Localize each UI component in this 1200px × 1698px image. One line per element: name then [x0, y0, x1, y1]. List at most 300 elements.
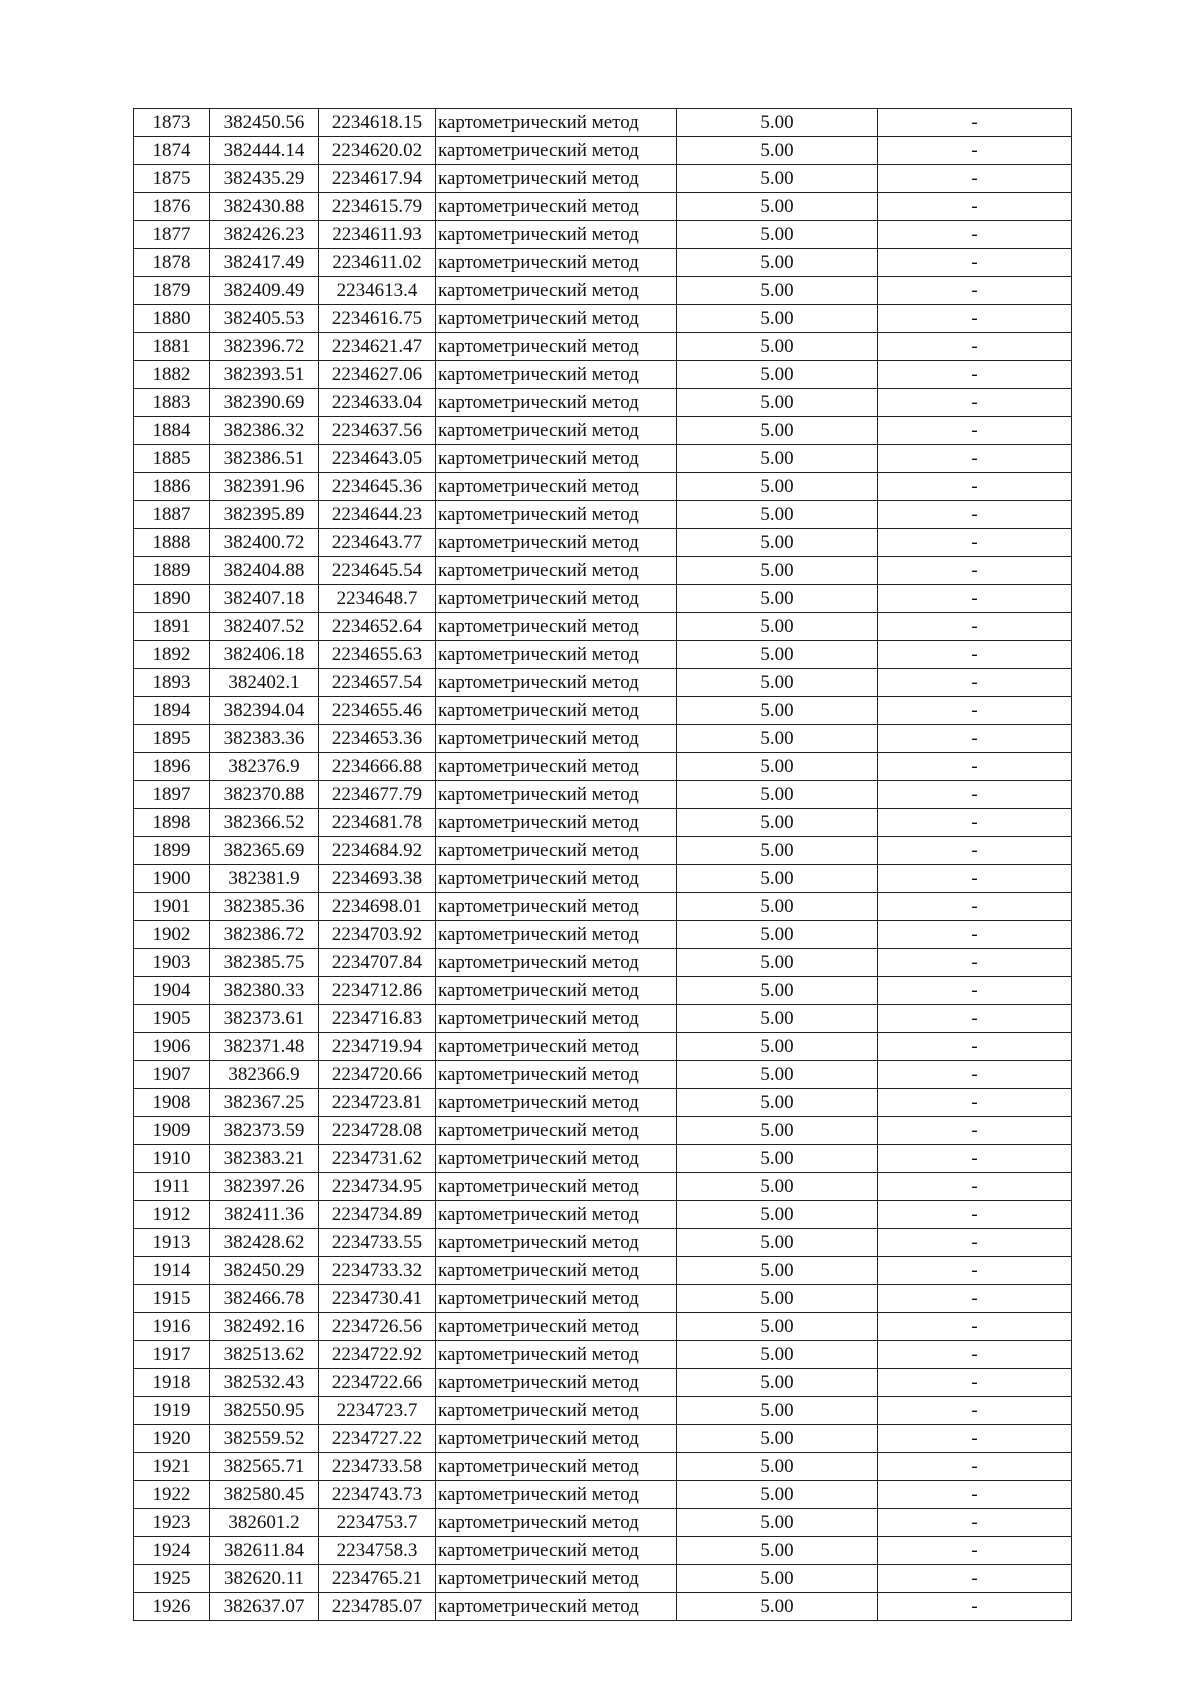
accuracy-cell: 5.00: [677, 1369, 878, 1397]
x-coordinate-cell: 382385.36: [210, 893, 319, 921]
method-cell: картометрический метод: [436, 473, 677, 501]
x-coordinate-cell: 382580.45: [210, 1481, 319, 1509]
point-number-cell: 1918: [134, 1369, 210, 1397]
accuracy-cell: 5.00: [677, 753, 878, 781]
method-cell: картометрический метод: [436, 1425, 677, 1453]
point-number-cell: 1917: [134, 1341, 210, 1369]
accuracy-cell: 5.00: [677, 445, 878, 473]
table-row: [134, 697, 1072, 725]
description-cell: -: [878, 697, 1072, 725]
point-number-cell: 1880: [134, 305, 210, 333]
method-cell: картометрический метод: [436, 641, 677, 669]
accuracy-cell: 5.00: [677, 557, 878, 585]
point-number-cell: 1887: [134, 501, 210, 529]
y-coordinate-cell: 2234652.64: [319, 613, 436, 641]
accuracy-cell: 5.00: [677, 389, 878, 417]
y-coordinate-cell: 2234643.77: [319, 529, 436, 557]
y-coordinate-cell: 2234615.79: [319, 193, 436, 221]
accuracy-cell: 5.00: [677, 1565, 878, 1593]
x-coordinate-cell: 382637.07: [210, 1593, 319, 1621]
table-row: [134, 445, 1072, 473]
point-number-cell: 1886: [134, 473, 210, 501]
method-cell: картометрический метод: [436, 1397, 677, 1425]
description-cell: -: [878, 1117, 1072, 1145]
x-coordinate-cell: 382444.14: [210, 137, 319, 165]
method-cell: картометрический метод: [436, 1005, 677, 1033]
x-coordinate-cell: 382385.75: [210, 949, 319, 977]
table-row: [134, 753, 1072, 781]
y-coordinate-cell: 2234716.83: [319, 1005, 436, 1033]
accuracy-cell: 5.00: [677, 1509, 878, 1537]
table-row: [134, 1425, 1072, 1453]
x-coordinate-cell: 382411.36: [210, 1201, 319, 1229]
accuracy-cell: 5.00: [677, 1257, 878, 1285]
table-row: [134, 949, 1072, 977]
point-number-cell: 1878: [134, 249, 210, 277]
point-number-cell: 1895: [134, 725, 210, 753]
accuracy-cell: 5.00: [677, 1089, 878, 1117]
x-coordinate-cell: 382611.84: [210, 1537, 319, 1565]
accuracy-cell: 5.00: [677, 249, 878, 277]
point-number-cell: 1894: [134, 697, 210, 725]
x-coordinate-cell: 382383.21: [210, 1145, 319, 1173]
method-cell: картометрический метод: [436, 585, 677, 613]
method-cell: картометрический метод: [436, 137, 677, 165]
description-cell: -: [878, 445, 1072, 473]
method-cell: картометрический метод: [436, 865, 677, 893]
accuracy-cell: 5.00: [677, 501, 878, 529]
accuracy-cell: 5.00: [677, 1341, 878, 1369]
x-coordinate-cell: 382396.72: [210, 333, 319, 361]
point-number-cell: 1908: [134, 1089, 210, 1117]
point-number-cell: 1901: [134, 893, 210, 921]
x-coordinate-cell: 382367.25: [210, 1089, 319, 1117]
point-number-cell: 1907: [134, 1061, 210, 1089]
point-number-cell: 1924: [134, 1537, 210, 1565]
y-coordinate-cell: 2234743.73: [319, 1481, 436, 1509]
x-coordinate-cell: 382365.69: [210, 837, 319, 865]
table-row: [134, 725, 1072, 753]
x-coordinate-cell: 382376.9: [210, 753, 319, 781]
x-coordinate-cell: 382370.88: [210, 781, 319, 809]
description-cell: -: [878, 1537, 1072, 1565]
x-coordinate-cell: 382492.16: [210, 1313, 319, 1341]
y-coordinate-cell: 2234723.81: [319, 1089, 436, 1117]
method-cell: картометрический метод: [436, 501, 677, 529]
accuracy-cell: 5.00: [677, 725, 878, 753]
method-cell: картометрический метод: [436, 781, 677, 809]
point-number-cell: 1890: [134, 585, 210, 613]
x-coordinate-cell: 382450.56: [210, 109, 319, 137]
method-cell: картометрический метод: [436, 389, 677, 417]
table-row: [134, 1257, 1072, 1285]
description-cell: -: [878, 193, 1072, 221]
point-number-cell: 1891: [134, 613, 210, 641]
method-cell: картометрический метод: [436, 1145, 677, 1173]
y-coordinate-cell: 2234637.56: [319, 417, 436, 445]
table-row: [134, 1173, 1072, 1201]
accuracy-cell: 5.00: [677, 837, 878, 865]
x-coordinate-cell: 382406.18: [210, 641, 319, 669]
accuracy-cell: 5.00: [677, 1173, 878, 1201]
description-cell: -: [878, 1453, 1072, 1481]
description-cell: -: [878, 1033, 1072, 1061]
y-coordinate-cell: 2234644.23: [319, 501, 436, 529]
point-number-cell: 1910: [134, 1145, 210, 1173]
y-coordinate-cell: 2234785.07: [319, 1593, 436, 1621]
table-row: [134, 669, 1072, 697]
point-number-cell: 1889: [134, 557, 210, 585]
method-cell: картометрический метод: [436, 1257, 677, 1285]
method-cell: картометрический метод: [436, 837, 677, 865]
method-cell: картометрический метод: [436, 361, 677, 389]
method-cell: картометрический метод: [436, 1089, 677, 1117]
method-cell: картометрический метод: [436, 1593, 677, 1621]
accuracy-cell: 5.00: [677, 809, 878, 837]
point-number-cell: 1896: [134, 753, 210, 781]
description-cell: -: [878, 557, 1072, 585]
coordinates-table-body: [134, 109, 1072, 1621]
description-cell: -: [878, 1509, 1072, 1537]
table-row: [134, 1369, 1072, 1397]
description-cell: -: [878, 809, 1072, 837]
x-coordinate-cell: 382383.36: [210, 725, 319, 753]
x-coordinate-cell: 382373.59: [210, 1117, 319, 1145]
table-row: [134, 1285, 1072, 1313]
description-cell: -: [878, 529, 1072, 557]
description-cell: -: [878, 753, 1072, 781]
x-coordinate-cell: 382428.62: [210, 1229, 319, 1257]
method-cell: картометрический метод: [436, 305, 677, 333]
accuracy-cell: 5.00: [677, 529, 878, 557]
y-coordinate-cell: 2234698.01: [319, 893, 436, 921]
description-cell: -: [878, 865, 1072, 893]
x-coordinate-cell: 382407.18: [210, 585, 319, 613]
x-coordinate-cell: 382404.88: [210, 557, 319, 585]
y-coordinate-cell: 2234611.02: [319, 249, 436, 277]
table-row: [134, 529, 1072, 557]
accuracy-cell: 5.00: [677, 1481, 878, 1509]
method-cell: картометрический метод: [436, 1341, 677, 1369]
y-coordinate-cell: 2234648.7: [319, 585, 436, 613]
x-coordinate-cell: 382513.62: [210, 1341, 319, 1369]
table-row: [134, 641, 1072, 669]
y-coordinate-cell: 2234765.21: [319, 1565, 436, 1593]
table-row: [134, 837, 1072, 865]
description-cell: -: [878, 669, 1072, 697]
y-coordinate-cell: 2234666.88: [319, 753, 436, 781]
x-coordinate-cell: 382532.43: [210, 1369, 319, 1397]
x-coordinate-cell: 382430.88: [210, 193, 319, 221]
point-number-cell: 1882: [134, 361, 210, 389]
table-row: [134, 921, 1072, 949]
x-coordinate-cell: 382390.69: [210, 389, 319, 417]
description-cell: -: [878, 893, 1072, 921]
y-coordinate-cell: 2234653.36: [319, 725, 436, 753]
description-cell: -: [878, 1089, 1072, 1117]
x-coordinate-cell: 382386.51: [210, 445, 319, 473]
method-cell: картометрический метод: [436, 613, 677, 641]
y-coordinate-cell: 2234733.32: [319, 1257, 436, 1285]
point-number-cell: 1915: [134, 1285, 210, 1313]
y-coordinate-cell: 2234633.04: [319, 389, 436, 417]
point-number-cell: 1913: [134, 1229, 210, 1257]
x-coordinate-cell: 382565.71: [210, 1453, 319, 1481]
point-number-cell: 1905: [134, 1005, 210, 1033]
x-coordinate-cell: 382366.52: [210, 809, 319, 837]
y-coordinate-cell: 2234707.84: [319, 949, 436, 977]
method-cell: картометрический метод: [436, 1313, 677, 1341]
point-number-cell: 1888: [134, 529, 210, 557]
y-coordinate-cell: 2234719.94: [319, 1033, 436, 1061]
table-row: [134, 1537, 1072, 1565]
point-number-cell: 1877: [134, 221, 210, 249]
method-cell: картометрический метод: [436, 221, 677, 249]
point-number-cell: 1926: [134, 1593, 210, 1621]
point-number-cell: 1906: [134, 1033, 210, 1061]
method-cell: картометрический метод: [436, 417, 677, 445]
x-coordinate-cell: 382409.49: [210, 277, 319, 305]
x-coordinate-cell: 382366.9: [210, 1061, 319, 1089]
method-cell: картометрический метод: [436, 1033, 677, 1061]
x-coordinate-cell: 382400.72: [210, 529, 319, 557]
method-cell: картометрический метод: [436, 1565, 677, 1593]
method-cell: картометрический метод: [436, 1061, 677, 1089]
x-coordinate-cell: 382386.32: [210, 417, 319, 445]
point-number-cell: 1911: [134, 1173, 210, 1201]
point-number-cell: 1876: [134, 193, 210, 221]
accuracy-cell: 5.00: [677, 1537, 878, 1565]
y-coordinate-cell: 2234677.79: [319, 781, 436, 809]
table-row: [134, 1117, 1072, 1145]
accuracy-cell: 5.00: [677, 669, 878, 697]
description-cell: -: [878, 949, 1072, 977]
table-row: [134, 361, 1072, 389]
accuracy-cell: 5.00: [677, 1117, 878, 1145]
description-cell: -: [878, 1173, 1072, 1201]
method-cell: картометрический метод: [436, 921, 677, 949]
method-cell: картометрический метод: [436, 529, 677, 557]
description-cell: -: [878, 1341, 1072, 1369]
point-number-cell: 1903: [134, 949, 210, 977]
accuracy-cell: 5.00: [677, 137, 878, 165]
x-coordinate-cell: 382550.95: [210, 1397, 319, 1425]
point-number-cell: 1892: [134, 641, 210, 669]
point-number-cell: 1902: [134, 921, 210, 949]
y-coordinate-cell: 2234627.06: [319, 361, 436, 389]
method-cell: картометрический метод: [436, 1285, 677, 1313]
y-coordinate-cell: 2234620.02: [319, 137, 436, 165]
accuracy-cell: 5.00: [677, 949, 878, 977]
coordinates-table: [133, 108, 1072, 1621]
point-number-cell: 1873: [134, 109, 210, 137]
point-number-cell: 1893: [134, 669, 210, 697]
description-cell: -: [878, 585, 1072, 613]
accuracy-cell: 5.00: [677, 1593, 878, 1621]
point-number-cell: 1925: [134, 1565, 210, 1593]
table-row: [134, 865, 1072, 893]
x-coordinate-cell: 382426.23: [210, 221, 319, 249]
table-row: [134, 781, 1072, 809]
method-cell: картометрический метод: [436, 277, 677, 305]
description-cell: -: [878, 1313, 1072, 1341]
table-row: [134, 137, 1072, 165]
description-cell: -: [878, 417, 1072, 445]
point-number-cell: 1898: [134, 809, 210, 837]
accuracy-cell: 5.00: [677, 613, 878, 641]
accuracy-cell: 5.00: [677, 641, 878, 669]
table-row: [134, 1033, 1072, 1061]
y-coordinate-cell: 2234733.58: [319, 1453, 436, 1481]
table-row: [134, 1397, 1072, 1425]
description-cell: -: [878, 361, 1072, 389]
accuracy-cell: 5.00: [677, 1397, 878, 1425]
table-row: [134, 501, 1072, 529]
accuracy-cell: 5.00: [677, 109, 878, 137]
y-coordinate-cell: 2234621.47: [319, 333, 436, 361]
description-cell: -: [878, 921, 1072, 949]
x-coordinate-cell: 382559.52: [210, 1425, 319, 1453]
y-coordinate-cell: 2234712.86: [319, 977, 436, 1005]
table-row: [134, 1145, 1072, 1173]
point-number-cell: 1900: [134, 865, 210, 893]
method-cell: картометрический метод: [436, 193, 677, 221]
x-coordinate-cell: 382450.29: [210, 1257, 319, 1285]
method-cell: картометрический метод: [436, 893, 677, 921]
x-coordinate-cell: 382620.11: [210, 1565, 319, 1593]
accuracy-cell: 5.00: [677, 1061, 878, 1089]
table-row: [134, 585, 1072, 613]
x-coordinate-cell: 382405.53: [210, 305, 319, 333]
x-coordinate-cell: 382371.48: [210, 1033, 319, 1061]
description-cell: -: [878, 1201, 1072, 1229]
x-coordinate-cell: 382397.26: [210, 1173, 319, 1201]
method-cell: картометрический метод: [436, 753, 677, 781]
table-row: [134, 305, 1072, 333]
table-row: [134, 1201, 1072, 1229]
y-coordinate-cell: 2234753.7: [319, 1509, 436, 1537]
table-row: [134, 1341, 1072, 1369]
x-coordinate-cell: 382381.9: [210, 865, 319, 893]
accuracy-cell: 5.00: [677, 865, 878, 893]
y-coordinate-cell: 2234684.92: [319, 837, 436, 865]
description-cell: -: [878, 977, 1072, 1005]
method-cell: картометрический метод: [436, 557, 677, 585]
description-cell: -: [878, 1425, 1072, 1453]
y-coordinate-cell: 2234611.93: [319, 221, 436, 249]
description-cell: -: [878, 249, 1072, 277]
point-number-cell: 1904: [134, 977, 210, 1005]
table-row: [134, 1453, 1072, 1481]
description-cell: -: [878, 1481, 1072, 1509]
accuracy-cell: 5.00: [677, 585, 878, 613]
accuracy-cell: 5.00: [677, 697, 878, 725]
table-row: [134, 1229, 1072, 1257]
x-coordinate-cell: 382394.04: [210, 697, 319, 725]
description-cell: -: [878, 389, 1072, 417]
y-coordinate-cell: 2234616.75: [319, 305, 436, 333]
x-coordinate-cell: 382395.89: [210, 501, 319, 529]
method-cell: картометрический метод: [436, 1509, 677, 1537]
table-row: [134, 389, 1072, 417]
y-coordinate-cell: 2234722.92: [319, 1341, 436, 1369]
method-cell: картометрический метод: [436, 809, 677, 837]
description-cell: -: [878, 1005, 1072, 1033]
table-row: [134, 249, 1072, 277]
x-coordinate-cell: 382391.96: [210, 473, 319, 501]
y-coordinate-cell: 2234655.63: [319, 641, 436, 669]
point-number-cell: 1922: [134, 1481, 210, 1509]
x-coordinate-cell: 382435.29: [210, 165, 319, 193]
point-number-cell: 1879: [134, 277, 210, 305]
description-cell: -: [878, 1145, 1072, 1173]
method-cell: картометрический метод: [436, 669, 677, 697]
table-row: [134, 1005, 1072, 1033]
accuracy-cell: 5.00: [677, 1285, 878, 1313]
point-number-cell: 1884: [134, 417, 210, 445]
y-coordinate-cell: 2234657.54: [319, 669, 436, 697]
description-cell: -: [878, 1397, 1072, 1425]
x-coordinate-cell: 382393.51: [210, 361, 319, 389]
x-coordinate-cell: 382417.49: [210, 249, 319, 277]
accuracy-cell: 5.00: [677, 1033, 878, 1061]
point-number-cell: 1874: [134, 137, 210, 165]
method-cell: картометрический метод: [436, 249, 677, 277]
table-row: [134, 333, 1072, 361]
table-row: [134, 1593, 1072, 1621]
y-coordinate-cell: 2234618.15: [319, 109, 436, 137]
method-cell: картометрический метод: [436, 725, 677, 753]
accuracy-cell: 5.00: [677, 1145, 878, 1173]
table-row: [134, 221, 1072, 249]
accuracy-cell: 5.00: [677, 193, 878, 221]
description-cell: -: [878, 1565, 1072, 1593]
table-row: [134, 809, 1072, 837]
description-cell: -: [878, 221, 1072, 249]
y-coordinate-cell: 2234728.08: [319, 1117, 436, 1145]
point-number-cell: 1912: [134, 1201, 210, 1229]
y-coordinate-cell: 2234613.4: [319, 277, 436, 305]
x-coordinate-cell: 382402.1: [210, 669, 319, 697]
description-cell: -: [878, 305, 1072, 333]
table-row: [134, 417, 1072, 445]
y-coordinate-cell: 2234730.41: [319, 1285, 436, 1313]
table-row: [134, 1061, 1072, 1089]
table-row: [134, 473, 1072, 501]
description-cell: -: [878, 277, 1072, 305]
point-number-cell: 1916: [134, 1313, 210, 1341]
y-coordinate-cell: 2234645.36: [319, 473, 436, 501]
accuracy-cell: 5.00: [677, 473, 878, 501]
accuracy-cell: 5.00: [677, 165, 878, 193]
accuracy-cell: 5.00: [677, 221, 878, 249]
y-coordinate-cell: 2234643.05: [319, 445, 436, 473]
y-coordinate-cell: 2234722.66: [319, 1369, 436, 1397]
accuracy-cell: 5.00: [677, 333, 878, 361]
point-number-cell: 1920: [134, 1425, 210, 1453]
method-cell: картометрический метод: [436, 949, 677, 977]
accuracy-cell: 5.00: [677, 1005, 878, 1033]
table-row: [134, 893, 1072, 921]
description-cell: -: [878, 725, 1072, 753]
point-number-cell: 1914: [134, 1257, 210, 1285]
table-row: [134, 557, 1072, 585]
table-row: [134, 1481, 1072, 1509]
table-row: [134, 193, 1072, 221]
point-number-cell: 1875: [134, 165, 210, 193]
point-number-cell: 1909: [134, 1117, 210, 1145]
y-coordinate-cell: 2234731.62: [319, 1145, 436, 1173]
